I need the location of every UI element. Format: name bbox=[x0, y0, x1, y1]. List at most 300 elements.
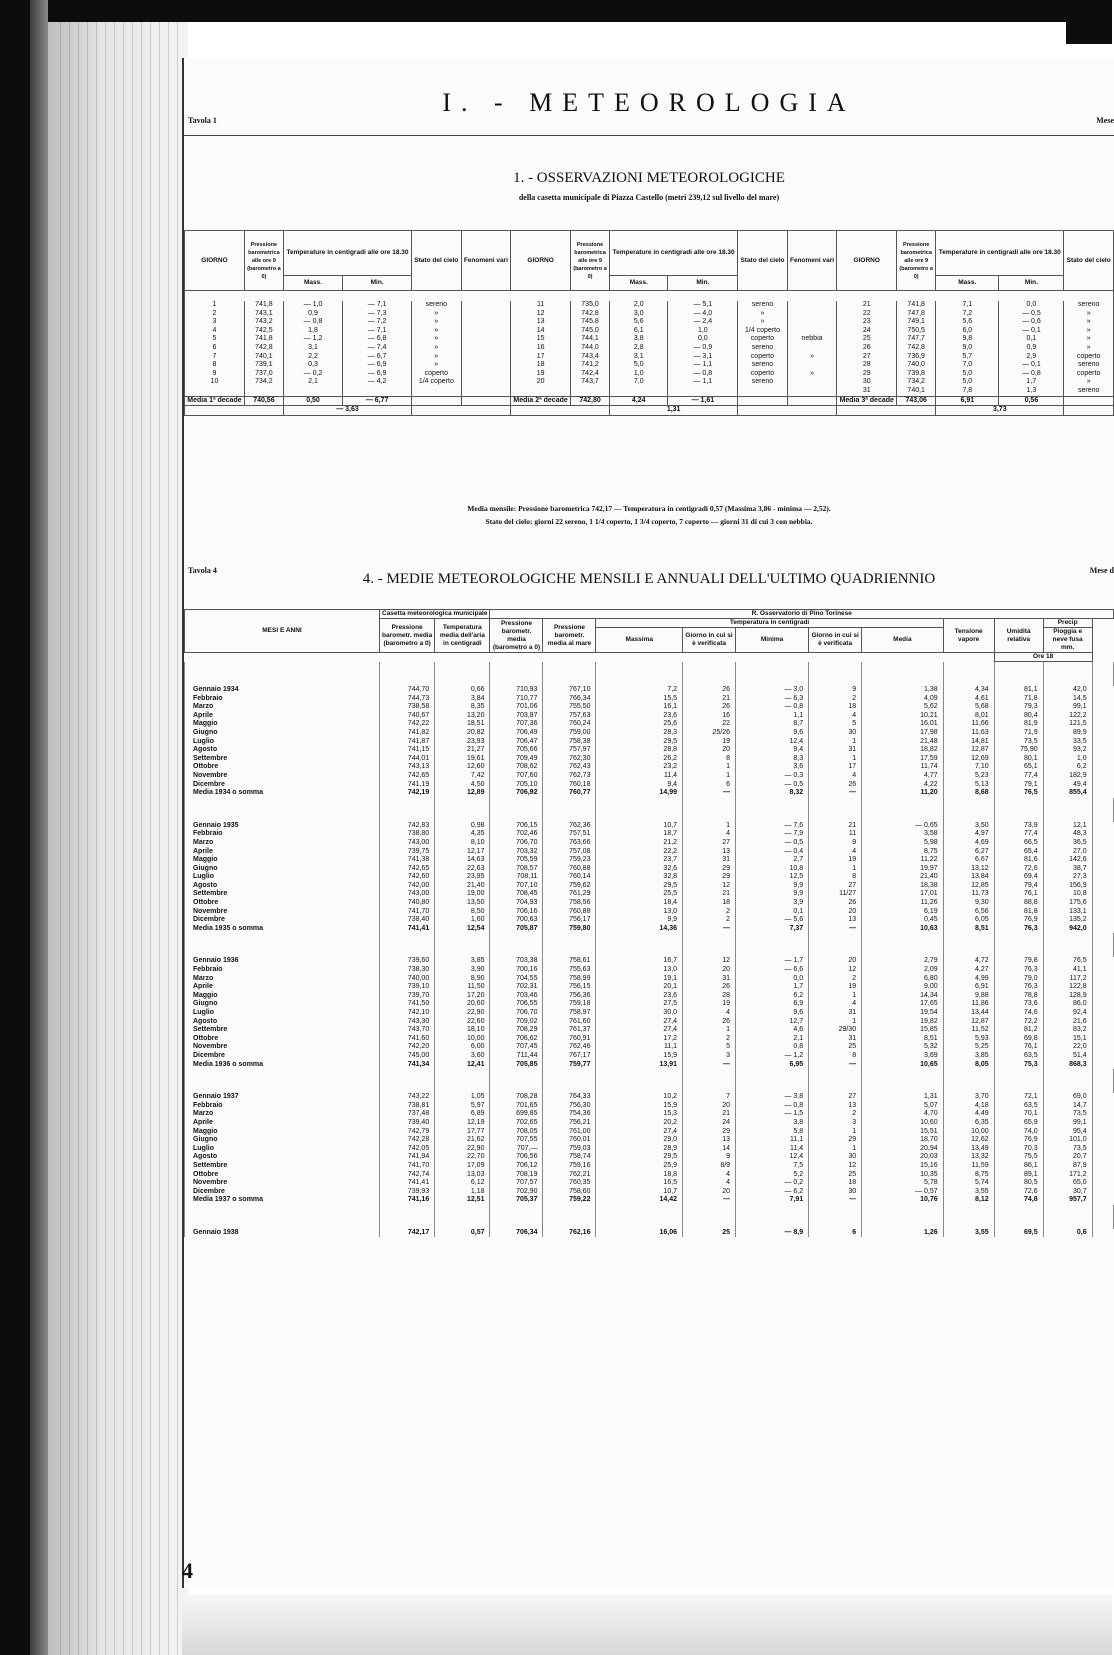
table4-cell: 759,77 bbox=[543, 1061, 596, 1070]
table4-cell: 16 bbox=[683, 712, 736, 721]
table4-cell: 703,87 bbox=[490, 712, 543, 721]
col-c-press: Pressione barometr. media (barometro a 0) bbox=[380, 619, 435, 653]
table4-cell: 6,80 bbox=[862, 975, 944, 984]
table4-cell: 182,9 bbox=[1043, 772, 1092, 781]
table4-month: Ottobre bbox=[185, 1171, 380, 1180]
table4-cell: 20 bbox=[683, 1102, 736, 1111]
table4-cell: 10,7 bbox=[596, 822, 683, 831]
table4-cell: 135,2 bbox=[1043, 916, 1092, 925]
table4-cell: 17,98 bbox=[862, 729, 944, 738]
table4-cell: 18,4 bbox=[596, 899, 683, 908]
table4-cell: 7,10 bbox=[943, 763, 994, 772]
table4-cell: 8,7 bbox=[736, 720, 809, 729]
table4-month: Giugno bbox=[185, 729, 380, 738]
table4-cell: 81,6 bbox=[994, 856, 1043, 865]
table4-cell: 15,9 bbox=[596, 1102, 683, 1111]
table4-cell: 8 bbox=[809, 1052, 862, 1061]
table4-cell: — 0,2 bbox=[736, 1179, 809, 1188]
table4-month: Gennaio 1938 bbox=[185, 1229, 380, 1238]
table4-cell: 14,99 bbox=[596, 789, 683, 798]
table1-cell: — 0,5 bbox=[999, 310, 1064, 319]
table1-cell: 3,0 bbox=[610, 310, 668, 319]
table1-cell: 28 bbox=[837, 361, 897, 370]
table1-cell: » bbox=[1064, 378, 1114, 387]
table1-cell: 2,9 bbox=[999, 353, 1064, 362]
table4-month: Luglio bbox=[185, 873, 380, 882]
table4-cell: 19,97 bbox=[862, 865, 944, 874]
table4-cell: 5,68 bbox=[943, 703, 994, 712]
table4-cell: 706,92 bbox=[490, 789, 543, 798]
table1-decade-cell: 0,56 bbox=[999, 396, 1064, 406]
table4-cell: 20 bbox=[683, 966, 736, 975]
table1-cell: 741,8 bbox=[897, 301, 936, 310]
table4-cell: 757,08 bbox=[543, 848, 596, 857]
table4-cell: 2,79 bbox=[862, 957, 944, 966]
table4-cell: 705,66 bbox=[490, 746, 543, 755]
table1-cell: 742,4 bbox=[571, 370, 610, 379]
table1-cell: » bbox=[1064, 327, 1114, 336]
table1-cell: 5,6 bbox=[936, 318, 999, 327]
table1-decade-cell: Media 2ª decade bbox=[511, 396, 571, 406]
table4-cell: 739,70 bbox=[380, 992, 435, 1001]
table4-row bbox=[185, 1093, 1114, 1102]
table1-cell: 743,4 bbox=[571, 353, 610, 362]
table4-cell: 11,52 bbox=[943, 1026, 994, 1035]
table4-cell: 7,42 bbox=[435, 772, 490, 781]
table1-cell: coperto bbox=[738, 353, 788, 362]
table4-cell: 16,7 bbox=[596, 957, 683, 966]
table1-cell: 743,7 bbox=[571, 378, 610, 387]
table4-cell: 11,74 bbox=[862, 763, 944, 772]
table4-cell: 31 bbox=[683, 975, 736, 984]
table4-month: Febbraio bbox=[185, 830, 380, 839]
table1-cell: 5,7 bbox=[936, 353, 999, 362]
table4-cell: 10,8 bbox=[736, 865, 809, 874]
table1-cell: 0,0 bbox=[668, 335, 738, 344]
table4-month: Media 1937 o somma bbox=[185, 1196, 380, 1205]
table4-month: Marzo bbox=[185, 975, 380, 984]
table1-cell: — 2,4 bbox=[668, 318, 738, 327]
table4-cell: 73,6 bbox=[994, 1000, 1043, 1009]
table4-cell: 17,65 bbox=[862, 1000, 944, 1009]
table4-cell: 23,6 bbox=[596, 712, 683, 721]
scan-corner bbox=[1066, 0, 1112, 44]
table1-cell: — 4,0 bbox=[668, 310, 738, 319]
table4-cell: 1,7 bbox=[736, 983, 809, 992]
table1-cell: 6,1 bbox=[610, 327, 668, 336]
table1-cell bbox=[461, 301, 511, 310]
table4-cell: 65,4 bbox=[994, 848, 1043, 857]
mese-label-4: Mese d bbox=[1089, 566, 1114, 575]
table1-cell: sereno bbox=[738, 301, 788, 310]
table4-cell: 706,62 bbox=[490, 1035, 543, 1044]
table1-decade-cell: 740,56 bbox=[244, 396, 283, 406]
table4-cell: 14,36 bbox=[596, 925, 683, 934]
scan-binding bbox=[30, 0, 48, 1655]
table4-cell: 16,1 bbox=[596, 703, 683, 712]
col-stato: Stato del cielo bbox=[1064, 231, 1114, 291]
table1-cell: 7,2 bbox=[936, 310, 999, 319]
table1-row bbox=[185, 370, 1114, 379]
table4-cell: — bbox=[809, 789, 862, 798]
table4-cell: 70,1 bbox=[994, 1110, 1043, 1119]
table4-cell: 743,30 bbox=[380, 1018, 435, 1027]
table1-cell: 749,1 bbox=[897, 318, 936, 327]
table4-cell: 11,26 bbox=[862, 899, 944, 908]
table4-cell: 22,2 bbox=[596, 848, 683, 857]
table4-cell: 9,88 bbox=[943, 992, 994, 1001]
table4-cell: 17,59 bbox=[862, 755, 944, 764]
table4-cell: — 6,6 bbox=[736, 966, 809, 975]
table4-cell: 16,01 bbox=[862, 720, 944, 729]
table4-cell: 22,70 bbox=[435, 1153, 490, 1162]
table4-cell: 741,60 bbox=[380, 1035, 435, 1044]
table4-cell: 4,27 bbox=[943, 966, 994, 975]
table4-cell: 4,18 bbox=[943, 1102, 994, 1111]
table4-cell: 83,2 bbox=[1043, 1026, 1092, 1035]
table4-cell: 759,18 bbox=[543, 1000, 596, 1009]
table1-cell: sereno bbox=[738, 361, 788, 370]
table1-cell: » bbox=[412, 344, 462, 353]
table1-cell: sereno bbox=[1064, 361, 1114, 370]
table4-cell: 18 bbox=[809, 1179, 862, 1188]
col-fenomeni: Fenomeni vari bbox=[461, 231, 511, 291]
table4-cell: 9,30 bbox=[943, 899, 994, 908]
table4-month: Agosto bbox=[185, 746, 380, 755]
table4-row bbox=[185, 1000, 1114, 1009]
table4-row bbox=[185, 729, 1114, 738]
col-min: Min. bbox=[343, 276, 412, 291]
table4-cell: 9,9 bbox=[596, 916, 683, 925]
table4-row bbox=[185, 1179, 1114, 1188]
table1-decade-cell bbox=[1064, 396, 1114, 406]
table4-cell: 19,1 bbox=[596, 975, 683, 984]
table1-cell bbox=[461, 387, 511, 396]
table4-cell: 75,5 bbox=[994, 1153, 1043, 1162]
table4-cell: 759,16 bbox=[543, 1162, 596, 1171]
table1-cell: 740,0 bbox=[897, 361, 936, 370]
table4-cell: 744,70 bbox=[380, 686, 435, 695]
table4-cell: 756,36 bbox=[543, 992, 596, 1001]
table4-cell: 12,89 bbox=[435, 789, 490, 798]
table4-cell: 10,00 bbox=[943, 1128, 994, 1137]
table1-cell: 15 bbox=[511, 335, 571, 344]
table4-month: Gennaio 1937 bbox=[185, 1093, 380, 1102]
table1-cell: 740,1 bbox=[244, 353, 283, 362]
table1-cell: » bbox=[1064, 335, 1114, 344]
table1-cell: 1,7 bbox=[999, 378, 1064, 387]
table4-cell: 73,5 bbox=[1043, 1145, 1092, 1154]
table4-cell: 4 bbox=[683, 1171, 736, 1180]
table4-cell: 5,74 bbox=[943, 1179, 994, 1188]
table4-month: Media 1934 o somma bbox=[185, 789, 380, 798]
table4-cell: 9,6 bbox=[736, 1009, 809, 1018]
table1-cell: — 5,1 bbox=[668, 301, 738, 310]
table4-cell: 6,05 bbox=[943, 916, 994, 925]
table4-cell: 5,2 bbox=[736, 1171, 809, 1180]
table4-cell: 5,8 bbox=[736, 1128, 809, 1137]
table4-cell: — 3,0 bbox=[736, 686, 809, 695]
table4-cell: 19 bbox=[683, 738, 736, 747]
table4-cell: 9 bbox=[809, 686, 862, 695]
table4-cell: 101,0 bbox=[1043, 1136, 1092, 1145]
table1-cell: 5,0 bbox=[936, 378, 999, 387]
table4-cell: 708,19 bbox=[490, 1171, 543, 1180]
table4-cell: 69,8 bbox=[994, 1035, 1043, 1044]
table4-cell: 745,00 bbox=[380, 1052, 435, 1061]
table1-row bbox=[185, 310, 1114, 319]
page-number: 4 bbox=[182, 1558, 193, 1583]
table1-cell: sereno bbox=[738, 378, 788, 387]
table4-cell: 80,5 bbox=[994, 1179, 1043, 1188]
table4-cell: 29,5 bbox=[596, 1153, 683, 1162]
table4-cell: 29 bbox=[683, 1128, 736, 1137]
table4-cell: 27 bbox=[683, 839, 736, 848]
table4-cell: 707,55 bbox=[490, 1136, 543, 1145]
table4-cell: 38,7 bbox=[1043, 865, 1092, 874]
table4-cell: 10,21 bbox=[862, 712, 944, 721]
table1-cell: 1,8 bbox=[283, 327, 342, 336]
table4-cell: 758,74 bbox=[543, 1153, 596, 1162]
table4-cell: 26 bbox=[809, 899, 862, 908]
table1-cell: 744,0 bbox=[571, 344, 610, 353]
table4-cell: 762,21 bbox=[543, 1171, 596, 1180]
table4-row bbox=[185, 1196, 1114, 1205]
table1-cell: 747,8 bbox=[897, 310, 936, 319]
table1-cell bbox=[185, 387, 245, 396]
table4-cell: 8 bbox=[683, 755, 736, 764]
table4-cell: 702,65 bbox=[490, 1119, 543, 1128]
table4-cell: 2,7 bbox=[736, 856, 809, 865]
table4-cell: 121,5 bbox=[1043, 720, 1092, 729]
table1-cell: coperto bbox=[1064, 353, 1114, 362]
table4-cell: 742,00 bbox=[380, 882, 435, 891]
table4-cell: 20,7 bbox=[1043, 1153, 1092, 1162]
table4-cell: 762,30 bbox=[543, 755, 596, 764]
table1-row bbox=[185, 318, 1114, 327]
table1-cell: 742,5 bbox=[244, 327, 283, 336]
table4-month: Agosto bbox=[185, 1153, 380, 1162]
table4-cell: 8,68 bbox=[943, 789, 994, 798]
table4-month: Luglio bbox=[185, 1009, 380, 1018]
table4-cell: 705,87 bbox=[490, 925, 543, 934]
table4-row bbox=[185, 1145, 1114, 1154]
table4-cell: — bbox=[683, 1061, 736, 1070]
title-rule bbox=[184, 135, 1114, 136]
table4-cell: 1 bbox=[809, 738, 862, 747]
table4-cell: 4 bbox=[683, 830, 736, 839]
table4-cell: 3 bbox=[809, 1119, 862, 1128]
table1-cell bbox=[343, 387, 412, 396]
table4-row bbox=[185, 1052, 1114, 1061]
table4-cell: 92,4 bbox=[1043, 1009, 1092, 1018]
table4-cell: 29 bbox=[683, 873, 736, 882]
table4-cell: 8,50 bbox=[435, 908, 490, 917]
table1-cell: coperto bbox=[738, 335, 788, 344]
table1-cell: 3,1 bbox=[283, 344, 342, 353]
table4-cell: 755,50 bbox=[543, 703, 596, 712]
table4-cell: 0,66 bbox=[435, 686, 490, 695]
table4-cell: 76,9 bbox=[994, 1136, 1043, 1145]
table4-cell: — 0,5 bbox=[736, 839, 809, 848]
table1-cell: » bbox=[787, 353, 837, 362]
table4-cell: 742,83 bbox=[380, 822, 435, 831]
table1-cell bbox=[461, 310, 511, 319]
table4-cell: — 0,4 bbox=[736, 848, 809, 857]
table4-cell: 0,98 bbox=[435, 822, 490, 831]
table4-cell: 1 bbox=[809, 1128, 862, 1137]
table4-month: Settembre bbox=[185, 1162, 380, 1171]
table4-cell: 7,91 bbox=[736, 1196, 809, 1205]
table4-row bbox=[185, 865, 1114, 874]
table4-cell: 81,1 bbox=[994, 686, 1043, 695]
table4-cell: 20,82 bbox=[435, 729, 490, 738]
table4-cell: 13,84 bbox=[943, 873, 994, 882]
table4-cell: 1,18 bbox=[435, 1188, 490, 1197]
table1-cell: 743,2 bbox=[244, 318, 283, 327]
table4-cell: 3,8 bbox=[736, 1119, 809, 1128]
table4-cell: 741,70 bbox=[380, 1162, 435, 1171]
table4-cell: 79,1 bbox=[994, 781, 1043, 790]
table4-cell: 762,16 bbox=[543, 1229, 596, 1238]
table1-cell bbox=[461, 327, 511, 336]
table1-cell: — 7,2 bbox=[343, 318, 412, 327]
table4-cell: 0,45 bbox=[862, 916, 944, 925]
table1-decade-cell: 743,06 bbox=[897, 396, 936, 406]
table1-cell: — 0,6 bbox=[999, 318, 1064, 327]
table4-cell: 760,91 bbox=[543, 1035, 596, 1044]
table1-cell bbox=[461, 378, 511, 387]
table4-cell: 22,90 bbox=[435, 1145, 490, 1154]
table4-cell: 3,55 bbox=[943, 1188, 994, 1197]
table4-month: Agosto bbox=[185, 1018, 380, 1027]
table4-cell: 5,13 bbox=[943, 781, 994, 790]
table4-cell: 0,6 bbox=[1043, 1229, 1092, 1238]
table4-cell: 10,76 bbox=[862, 1196, 944, 1205]
table4-month: Dicembre bbox=[185, 781, 380, 790]
table4-month: Aprile bbox=[185, 848, 380, 857]
table4-cell: 6,12 bbox=[435, 1179, 490, 1188]
table4-cell: 3,50 bbox=[943, 822, 994, 831]
table4-cell: 12,41 bbox=[435, 1061, 490, 1070]
table4-cell: 15,51 bbox=[862, 1128, 944, 1137]
table4-cell: 3,85 bbox=[435, 957, 490, 966]
table4-cell: 18,51 bbox=[435, 720, 490, 729]
table4-cell: — 1,2 bbox=[736, 1052, 809, 1061]
table1-cell: 735,0 bbox=[571, 301, 610, 310]
table4-cell: 6,91 bbox=[943, 983, 994, 992]
table4-cell: 31 bbox=[683, 856, 736, 865]
table4-cell: 1,0 bbox=[1043, 755, 1092, 764]
table4-cell: 868,3 bbox=[1043, 1061, 1092, 1070]
table4-cell: 757,63 bbox=[543, 712, 596, 721]
table4-cell: 13 bbox=[683, 848, 736, 857]
table4-cell: 65,0 bbox=[1043, 1179, 1092, 1188]
table4-row bbox=[185, 1229, 1114, 1238]
table4-cell: 760,18 bbox=[543, 781, 596, 790]
col-o-press: Pressione barometr. media (barometro a 0) bbox=[490, 619, 543, 653]
table4-cell: 1 bbox=[809, 755, 862, 764]
table4-cell: 699,85 bbox=[490, 1110, 543, 1119]
table4-cell: 741,82 bbox=[380, 729, 435, 738]
table4-cell: 72,1 bbox=[994, 1093, 1043, 1102]
table4-cell: 702,46 bbox=[490, 830, 543, 839]
table4-cell: 65,1 bbox=[994, 763, 1043, 772]
table1-cell: 19 bbox=[511, 370, 571, 379]
table4-cell: 742,19 bbox=[380, 789, 435, 798]
table4-cell: 13,0 bbox=[596, 966, 683, 975]
table4-month: Dicembre bbox=[185, 1052, 380, 1061]
table4-cell: 7,37 bbox=[736, 925, 809, 934]
table4-cell: 3,69 bbox=[862, 1052, 944, 1061]
table4-cell: 26 bbox=[683, 1018, 736, 1027]
table1-cell bbox=[738, 387, 788, 396]
table1-cell bbox=[787, 361, 837, 370]
table4-cell: 766,34 bbox=[543, 695, 596, 704]
table1-cell: 6,0 bbox=[936, 327, 999, 336]
table1-decade-temp: — 3,63 bbox=[283, 406, 411, 416]
table4-cell: 742,74 bbox=[380, 1171, 435, 1180]
table4-row bbox=[185, 1136, 1114, 1145]
table4-cell: 14,81 bbox=[943, 738, 994, 747]
table4-cell: 705,10 bbox=[490, 781, 543, 790]
table4-cell: 20,2 bbox=[596, 1119, 683, 1128]
table4-cell: 708,28 bbox=[490, 1093, 543, 1102]
tavola-4-label: Tavola 4 bbox=[188, 566, 217, 575]
table4-cell: 706,70 bbox=[490, 839, 543, 848]
col-umidita: Umidità relativa bbox=[994, 619, 1043, 653]
table4-cell: 9,9 bbox=[736, 890, 809, 899]
table4-cell: 737,48 bbox=[380, 1110, 435, 1119]
table1-cell bbox=[610, 387, 668, 396]
table4-cell: 12,60 bbox=[435, 763, 490, 772]
table1-cell: 0,9 bbox=[283, 310, 342, 319]
table1-cell: 13 bbox=[511, 318, 571, 327]
table4-cell: 760,01 bbox=[543, 1136, 596, 1145]
table4-cell: 758,97 bbox=[543, 1009, 596, 1018]
table1-cell: — 6,9 bbox=[343, 361, 412, 370]
table4-cell: 27,4 bbox=[596, 1018, 683, 1027]
table4-cell: 76,3 bbox=[994, 983, 1043, 992]
table4-cell: 763,66 bbox=[543, 839, 596, 848]
table4-row bbox=[185, 848, 1114, 857]
table4-cell: 86,1 bbox=[994, 1162, 1043, 1171]
table4-cell: 36,5 bbox=[1043, 839, 1092, 848]
table4-cell: 6,9 bbox=[736, 1000, 809, 1009]
table4-row bbox=[185, 738, 1114, 747]
table4-cell: 4,49 bbox=[943, 1110, 994, 1119]
table1-cell: 742,8 bbox=[571, 310, 610, 319]
table4-cell: 63,5 bbox=[994, 1052, 1043, 1061]
table4-cell: 18,10 bbox=[435, 1026, 490, 1035]
table4-cell: 1,1 bbox=[736, 712, 809, 721]
table4-cell: 741,41 bbox=[380, 1179, 435, 1188]
table4-cell: 8,90 bbox=[435, 975, 490, 984]
table4-cell: 25 bbox=[809, 1171, 862, 1180]
table4-cell: 9 bbox=[809, 839, 862, 848]
table4-cell: 739,75 bbox=[380, 848, 435, 857]
table4-cell: 16,5 bbox=[596, 1179, 683, 1188]
table4-month: Dicembre bbox=[185, 1188, 380, 1197]
table4-cell: — 7,6 bbox=[736, 822, 809, 831]
table4-cell: 27 bbox=[809, 882, 862, 891]
table4-cell: 23,6 bbox=[596, 992, 683, 1001]
table4-cell: 706,49 bbox=[490, 729, 543, 738]
col-massima: Massima bbox=[596, 628, 683, 653]
table4-row bbox=[185, 1119, 1114, 1128]
table4-cell: 3,9 bbox=[736, 899, 809, 908]
col-pressione: Pressione barometrica alle ore 9 (barometro a 0) bbox=[244, 231, 283, 291]
